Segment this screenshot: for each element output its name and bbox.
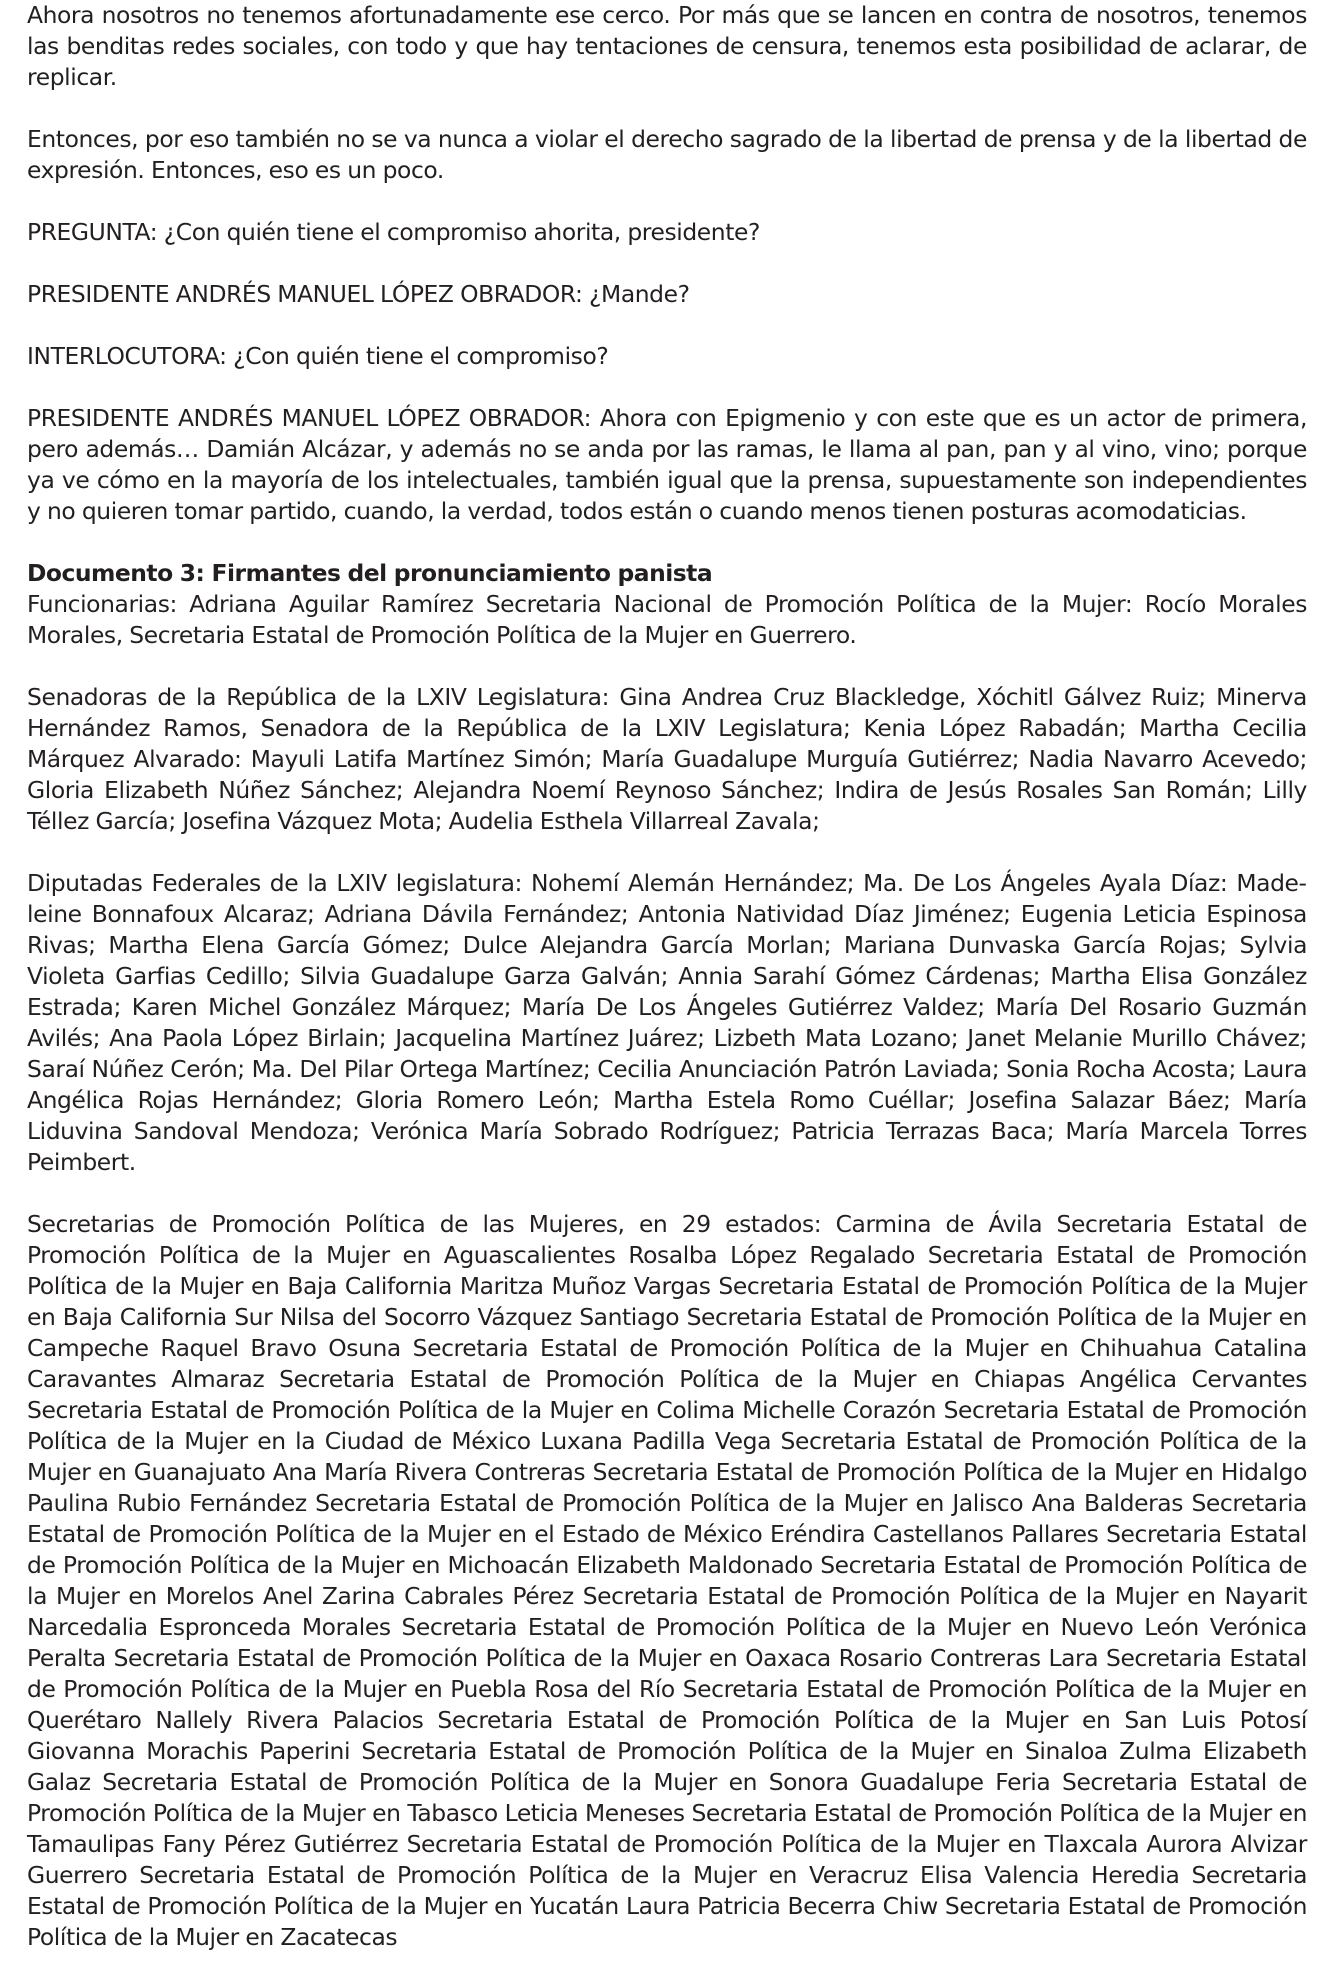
president-answer-paragraph: PRESIDENTE ANDRÉS MANUEL LÓPEZ OBRADOR: Ahora con Epigmenio y con este que es un actor de primera, pero además… Damián Alcázar, y además no se anda por las ramas, le llama al pan, pan y al vino, vino; porque ya ve cómo en la mayoría de los intelectuales, también igual que la prensa, supuestamente son independientes y no quieren tomar partido, cuando, la verdad, todos están o cuando menos tienen posturas acomodaticias. [27, 404, 1307, 525]
section-heading: Documento 3: Firmantes del pronunciamiento panista [27, 559, 713, 587]
body-paragraph: Ahora nosotros no tenemos afortunadamente ese cerco. Por más que se lancen en contra de nosotros, tenemos las benditas redes sociales, con todo y que hay tentaciones de censura, tenemos esta posibilidad de aclarar, de replicar. [27, 1, 1307, 91]
state-secretaries-paragraph: Secretarias de Promoción Política de las Mujeres, en 29 estados: Carmina de Ávila Secretaria Estatal de Promoción Política de la Mujer en Aguascalientes Rosalba López Regalado Secretaria Estatal de Promoción Política de la Mujer en Baja California Maritza Muñoz Vargas Secretaria Estatal de Promoción Política de la Mujer en Baja California Sur Nilsa del Socorro Vázquez Santiago Secretaria Estatal de Promoción Política de la Mujer en Campeche Raquel Bravo Osuna Secretaria Estatal de Promoción Política de la Mujer en Chihuahua Catalina Caravantes Almaraz Secretaria Estatal de Promoción Política de la Mujer en Chiapas Angélica Cervantes Secretaria Estatal de Promoción Política de la Mujer en Colima Michelle Corazón Secretaria Estatal de Promoción Política de la Mujer en la Ciudad de México Luxana Padilla Vega Secretaria Estatal de Promoción Política de la Mujer en Guanajuato Ana María Rivera Contreras Secretaria Estatal de Promoción Política de la Mujer en Hidalgo Paulina Rubio Fernández Secretaria Estatal de Promoción Política de la Mujer en Jalisco Ana Balderas Secretaria Estatal de Promoción Política de la Mujer en el Estado de México Eréndira Castellanos Pallares Secretaria Estatal de Promoción Política de la Mujer en Michoacán Elizabeth Maldonado Secretaria Estatal de Promoción Política de la Mujer en Morelos Anel Zarina Cabrales Pérez Secretaria Estatal de Promoción Política de la Mujer en Nayarit Narcedalia Espronceda Morales Secretaria Estatal de Promoción Política de la Mujer en Nuevo León Verónica Peralta Secretaria Estatal de Promoción Política de la Mujer en Oaxaca Rosario Contreras Lara Secretaria Estatal de Promoción Política de la Mujer en Puebla Rosa del Río Secretaria Estatal de Promoción Política de la Mujer en Querétaro Nallely Rivera Palacios Secretaria Estatal de Promoción Política de la Mujer en San Luis Potosí Giovanna Morachis Paperini Secretaria Estatal de Promoción Política de la Mujer en Sinaloa Zulma Elizabeth Galaz Secretaria Estatal de Promoción Política de la Mujer en Sonora Guadalupe Feria Secretaria Estatal de Promoción Política de la Mujer en Tabasco Leticia Meneses Secretaria Estatal de Promoción Política de la Mujer en Tamaulipas Fany Pérez Gutiérrez Secretaria Estatal de Promoción Política de la Mujer en Tlaxcala Aurora Alvizar Guerrero Secretaria Estatal de Promoción Política de la Mujer en Veracruz Elisa Valencia Heredia Secretaria Estatal de Promoción Política de la Mujer en Yucatán Laura Patricia Becerra Chiw Secretaria Estatal de Promoción Política de la Mujer en Zacatecas [27, 1210, 1307, 1951]
senators-paragraph: Senadoras de la República de la LXIV Legislatura: Gina Andrea Cruz Blackledge, Xóchitl Gálvez Ruiz; Minerva Hernández Ramos, Senadora de la República de la LXIV Legislatura; Kenia López Rabadán; Martha Cecilia Márquez Alvarado: Mayuli Latifa Martínez Simón; María Guadalupe Murguía Gutiérrez; Nadia Navarro Acevedo; Gloria Elizabeth Núñez Sánchez; Alejandra Noemí Reynoso Sánchez; Indira de Jesús Rosales San Román; Lilly Téllez García; Josefina Vázquez Mota; Audelia Esthela Villarreal Zavala; [27, 683, 1307, 835]
officials-paragraph: Funcionarias: Adriana Aguilar Ramírez Secretaria Nacional de Promoción Política de la Mujer: Rocío Morales Morales, Secretaria Estatal de Promoción Política de la Mujer en Guerrero. [27, 590, 1307, 649]
deputies-paragraph: Diputadas Federales de la LXIV legislatura: Nohemí Alemán Hernández; Ma. De Los Ángeles Ayala Díaz: Madeleine Bonnafoux Alcaraz; Adriana Dávila Fernández; Antonia Natividad Díaz Jiménez; Eugenia Leticia Espinosa Rivas; Martha Elena García Gómez; Dulce Alejandra García Morlan; Mariana Dunvaska García Rojas; Sylvia Violeta Garfias Cedillo; Silvia Guadalupe Garza Galván; Annia Sarahí Gómez Cárdenas; Martha Elisa González Estrada; Karen Michel González Márquez; María De Los Ángeles Gutiérrez Valdez; María Del Rosario Guzmán Avilés; Ana Paola López Birlain; Jacquelina Martínez Juárez; Lizbeth Mata Lozano; Janet Melanie Murillo Chávez; Saraí Núñez Cerón; Ma. Del Pilar Ortega Martínez; Cecilia Anunciación Patrón Laviada; Sonia Rocha Acosta; Laura Angélica Rojas Hernández; Gloria Romero León; Martha Estela Romo Cuéllar; Josefina Salazar Báez; María Liduvina Sandoval Mendoza; Verónica María Sobrado Rodríguez; Patricia Terrazas Baca; María Marcela Torres Peimbert. [27, 869, 1307, 1176]
question-paragraph: PREGUNTA: ¿Con quién tiene el compromiso ahorita, presidente? [27, 218, 760, 246]
president-reply-paragraph: PRESIDENTE ANDRÉS MANUEL LÓPEZ OBRADOR: ¿Mande? [27, 280, 690, 308]
interlocutor-paragraph: INTERLOCUTORA: ¿Con quién tiene el compromiso? [27, 342, 609, 370]
body-paragraph: Entonces, por eso también no se va nunca a violar el derecho sagrado de la libertad de prensa y de la libertad de expresión. Entonces, eso es un poco. [27, 125, 1307, 184]
